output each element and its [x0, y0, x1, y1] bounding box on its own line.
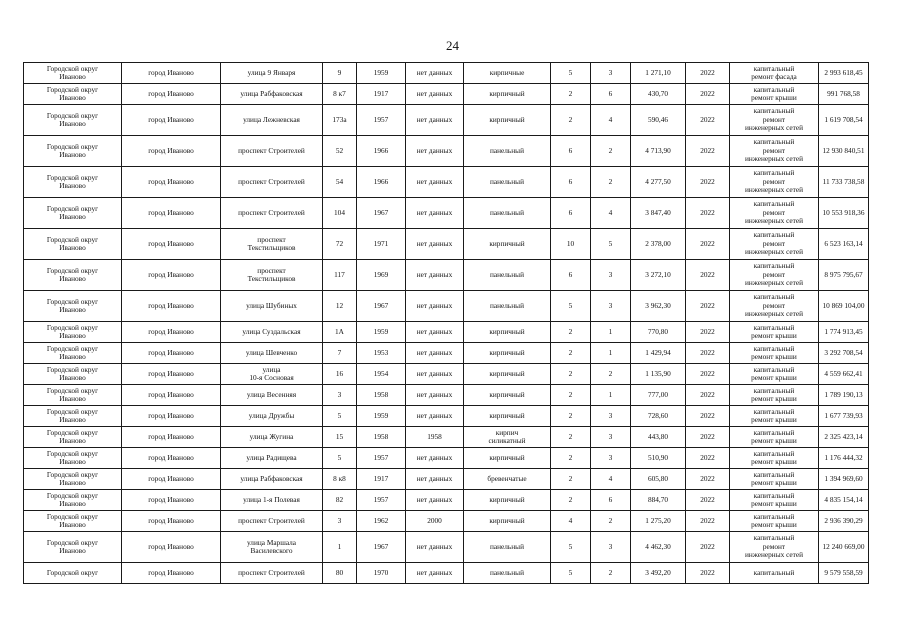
cost-cell: 11 733 738,58 [819, 167, 869, 198]
settlement-cell: город Иваново [122, 291, 221, 322]
municipality-cell: Городской округ Иваново [24, 406, 122, 427]
repair-type-cell: капитальный ремонт крыши [730, 84, 819, 105]
settlement-cell: город Иваново [122, 563, 221, 584]
repair-year-cell: 2022 [686, 84, 730, 105]
house-number-cell: 9 [323, 63, 357, 84]
floors-cell: 2 [551, 385, 591, 406]
floors-cell: 10 [551, 229, 591, 260]
year-built-cell: 1967 [357, 198, 406, 229]
area-cell: 3 847,40 [631, 198, 686, 229]
floors-cell: 4 [551, 511, 591, 532]
cost-cell: 6 523 163,14 [819, 229, 869, 260]
wall-material-cell: кирпичный [464, 385, 551, 406]
settlement-cell: город Иваново [122, 448, 221, 469]
floors-cell: 2 [551, 448, 591, 469]
settlement-cell: город Иваново [122, 84, 221, 105]
settlement-cell: город Иваново [122, 469, 221, 490]
entrances-cell: 3 [591, 427, 631, 448]
entrances-cell: 3 [591, 532, 631, 563]
house-number-cell: 7 [323, 343, 357, 364]
municipality-cell: Городской округ Иваново [24, 322, 122, 343]
repair-year-cell: 2022 [686, 198, 730, 229]
wall-material-cell: кирпичный [464, 490, 551, 511]
street-cell: улица Шубиных [221, 291, 323, 322]
municipality-cell: Городской округ Иваново [24, 448, 122, 469]
repair-year-cell: 2022 [686, 385, 730, 406]
repair-type-cell: капитальный [730, 563, 819, 584]
settlement-cell: город Иваново [122, 105, 221, 136]
floors-cell: 6 [551, 198, 591, 229]
cost-cell: 1 677 739,93 [819, 406, 869, 427]
entrances-cell: 3 [591, 63, 631, 84]
cost-cell: 2 325 423,14 [819, 427, 869, 448]
table-row [24, 105, 869, 136]
cost-cell: 9 579 558,59 [819, 563, 869, 584]
entrances-cell: 2 [591, 136, 631, 167]
area-cell: 1 271,10 [631, 63, 686, 84]
repair-type-cell: капитальный ремонт крыши [730, 469, 819, 490]
area-cell: 4 713,90 [631, 136, 686, 167]
entrances-cell: 2 [591, 167, 631, 198]
table-row [24, 469, 869, 490]
repair-type-cell: капитальный ремонт инженерных сетей [730, 167, 819, 198]
repair-year-cell: 2022 [686, 343, 730, 364]
entrances-cell: 6 [591, 84, 631, 105]
settlement-cell: город Иваново [122, 343, 221, 364]
area-cell: 4 277,50 [631, 167, 686, 198]
settlement-cell: город Иваново [122, 511, 221, 532]
cost-cell: 1 176 444,32 [819, 448, 869, 469]
floors-cell: 2 [551, 343, 591, 364]
year-built-cell: 1959 [357, 406, 406, 427]
entrances-cell: 1 [591, 385, 631, 406]
municipality-cell: Городской округ Иваново [24, 427, 122, 448]
street-cell: проспект Строителей [221, 167, 323, 198]
repair-type-cell: капитальный ремонт крыши [730, 385, 819, 406]
wall-material-cell: панельный [464, 291, 551, 322]
house-number-cell: 1 [323, 532, 357, 563]
area-cell: 1 429,94 [631, 343, 686, 364]
street-cell: проспект Строителей [221, 198, 323, 229]
cost-cell: 1 774 913,45 [819, 322, 869, 343]
area-cell: 3 272,10 [631, 260, 686, 291]
street-cell: улица 10-я Сосновая [221, 364, 323, 385]
street-cell: проспект Строителей [221, 563, 323, 584]
year-built-cell: 1966 [357, 136, 406, 167]
municipality-cell: Городской округ Иваново [24, 511, 122, 532]
year-built-cell: 1970 [357, 563, 406, 584]
area-cell: 3 962,30 [631, 291, 686, 322]
street-cell: улица Рабфаковская [221, 469, 323, 490]
year-built-cell: 1958 [357, 385, 406, 406]
street-cell: проспект Текстильщиков [221, 260, 323, 291]
year-renovated-cell: нет данных [406, 343, 464, 364]
entrances-cell: 4 [591, 105, 631, 136]
street-cell: улица 1-я Полевая [221, 490, 323, 511]
year-renovated-cell: нет данных [406, 198, 464, 229]
wall-material-cell: кирпичный [464, 448, 551, 469]
settlement-cell: город Иваново [122, 260, 221, 291]
settlement-cell: город Иваново [122, 490, 221, 511]
wall-material-cell: бревенчатые [464, 469, 551, 490]
wall-material-cell: кирпичный [464, 511, 551, 532]
house-number-cell: 82 [323, 490, 357, 511]
floors-cell: 2 [551, 406, 591, 427]
floors-cell: 2 [551, 364, 591, 385]
year-renovated-cell: нет данных [406, 406, 464, 427]
repair-type-cell: капитальный ремонт инженерных сетей [730, 532, 819, 563]
wall-material-cell: кирпичный [464, 343, 551, 364]
cost-cell: 4 559 662,41 [819, 364, 869, 385]
repair-type-cell: капитальный ремонт инженерных сетей [730, 105, 819, 136]
street-cell: проспект Строителей [221, 136, 323, 167]
year-renovated-cell: нет данных [406, 229, 464, 260]
municipality-cell: Городской округ Иваново [24, 167, 122, 198]
area-cell: 605,80 [631, 469, 686, 490]
wall-material-cell: кирпичные [464, 63, 551, 84]
year-renovated-cell: нет данных [406, 63, 464, 84]
year-renovated-cell: 1958 [406, 427, 464, 448]
year-built-cell: 1958 [357, 427, 406, 448]
municipality-cell: Городской округ Иваново [24, 136, 122, 167]
settlement-cell: город Иваново [122, 322, 221, 343]
cost-cell: 8 975 795,67 [819, 260, 869, 291]
area-cell: 430,70 [631, 84, 686, 105]
year-renovated-cell: нет данных [406, 84, 464, 105]
area-cell: 443,80 [631, 427, 686, 448]
settlement-cell: город Иваново [122, 427, 221, 448]
year-built-cell: 1966 [357, 167, 406, 198]
municipality-cell: Городской округ [24, 563, 122, 584]
floors-cell: 5 [551, 291, 591, 322]
repair-type-cell: капитальный ремонт крыши [730, 490, 819, 511]
entrances-cell: 4 [591, 198, 631, 229]
municipality-cell: Городской округ Иваново [24, 105, 122, 136]
repair-type-cell: капитальный ремонт крыши [730, 406, 819, 427]
settlement-cell: город Иваново [122, 229, 221, 260]
year-built-cell: 1959 [357, 322, 406, 343]
house-number-cell: 16 [323, 364, 357, 385]
floors-cell: 2 [551, 427, 591, 448]
year-renovated-cell: нет данных [406, 490, 464, 511]
repair-year-cell: 2022 [686, 260, 730, 291]
repair-year-cell: 2022 [686, 291, 730, 322]
area-cell: 510,90 [631, 448, 686, 469]
house-number-cell: 173а [323, 105, 357, 136]
floors-cell: 6 [551, 167, 591, 198]
settlement-cell: город Иваново [122, 532, 221, 563]
repair-type-cell: капитальный ремонт крыши [730, 427, 819, 448]
house-number-cell: 72 [323, 229, 357, 260]
cost-cell: 10 869 104,00 [819, 291, 869, 322]
street-cell: улица Маршала Василевского [221, 532, 323, 563]
floors-cell: 2 [551, 469, 591, 490]
year-renovated-cell: нет данных [406, 448, 464, 469]
year-renovated-cell: нет данных [406, 322, 464, 343]
house-number-cell: 3 [323, 385, 357, 406]
year-built-cell: 1917 [357, 469, 406, 490]
repair-type-cell: капитальный ремонт инженерных сетей [730, 136, 819, 167]
year-renovated-cell: нет данных [406, 469, 464, 490]
area-cell: 1 135,90 [631, 364, 686, 385]
cost-cell: 1 394 969,60 [819, 469, 869, 490]
cost-cell: 991 768,58 [819, 84, 869, 105]
settlement-cell: город Иваново [122, 198, 221, 229]
entrances-cell: 6 [591, 490, 631, 511]
area-cell: 4 462,30 [631, 532, 686, 563]
municipality-cell: Городской округ Иваново [24, 532, 122, 563]
table-row [24, 385, 869, 406]
registry-body [24, 63, 869, 584]
year-built-cell: 1971 [357, 229, 406, 260]
settlement-cell: город Иваново [122, 385, 221, 406]
street-cell: улица 9 Января [221, 63, 323, 84]
municipality-cell: Городской округ Иваново [24, 260, 122, 291]
area-cell: 3 492,20 [631, 563, 686, 584]
street-cell: улица Шевченко [221, 343, 323, 364]
table-row [24, 198, 869, 229]
year-built-cell: 1953 [357, 343, 406, 364]
street-cell: улица Радищева [221, 448, 323, 469]
street-cell: проспект Текстильщиков [221, 229, 323, 260]
table-row [24, 167, 869, 198]
area-cell: 884,70 [631, 490, 686, 511]
cost-cell: 2 993 618,45 [819, 63, 869, 84]
house-number-cell: 54 [323, 167, 357, 198]
house-number-cell: 8 к7 [323, 84, 357, 105]
year-built-cell: 1959 [357, 63, 406, 84]
wall-material-cell: панельный [464, 532, 551, 563]
street-cell: улица Весенняя [221, 385, 323, 406]
repair-year-cell: 2022 [686, 105, 730, 136]
entrances-cell: 1 [591, 322, 631, 343]
repair-year-cell: 2022 [686, 490, 730, 511]
municipality-cell: Городской округ Иваново [24, 291, 122, 322]
repair-year-cell: 2022 [686, 532, 730, 563]
table-row [24, 490, 869, 511]
municipality-cell: Городской округ Иваново [24, 63, 122, 84]
floors-cell: 5 [551, 563, 591, 584]
municipality-cell: Городской округ Иваново [24, 198, 122, 229]
cost-cell: 3 292 708,54 [819, 343, 869, 364]
repair-type-cell: капитальный ремонт крыши [730, 511, 819, 532]
street-cell: улица Суздальская [221, 322, 323, 343]
repair-year-cell: 2022 [686, 563, 730, 584]
entrances-cell: 3 [591, 291, 631, 322]
house-number-cell: 117 [323, 260, 357, 291]
repair-year-cell: 2022 [686, 511, 730, 532]
wall-material-cell: панельный [464, 136, 551, 167]
table-row [24, 532, 869, 563]
year-renovated-cell: нет данных [406, 563, 464, 584]
year-renovated-cell: 2000 [406, 511, 464, 532]
entrances-cell: 1 [591, 343, 631, 364]
house-number-cell: 3 [323, 511, 357, 532]
repair-type-cell: капитальный ремонт инженерных сетей [730, 260, 819, 291]
settlement-cell: город Иваново [122, 364, 221, 385]
year-built-cell: 1967 [357, 532, 406, 563]
house-number-cell: 104 [323, 198, 357, 229]
repair-type-cell: капитальный ремонт инженерных сетей [730, 291, 819, 322]
table-row [24, 563, 869, 584]
wall-material-cell: панельный [464, 198, 551, 229]
table-row [24, 291, 869, 322]
floors-cell: 6 [551, 136, 591, 167]
repair-year-cell: 2022 [686, 406, 730, 427]
year-renovated-cell: нет данных [406, 364, 464, 385]
municipality-cell: Городской округ Иваново [24, 364, 122, 385]
table-row [24, 63, 869, 84]
entrances-cell: 2 [591, 364, 631, 385]
repair-year-cell: 2022 [686, 229, 730, 260]
repair-year-cell: 2022 [686, 136, 730, 167]
year-renovated-cell: нет данных [406, 260, 464, 291]
area-cell: 2 378,00 [631, 229, 686, 260]
cost-cell: 12 930 840,51 [819, 136, 869, 167]
house-number-cell: 80 [323, 563, 357, 584]
table-row [24, 427, 869, 448]
floors-cell: 2 [551, 490, 591, 511]
house-number-cell: 5 [323, 406, 357, 427]
cost-cell: 4 835 154,14 [819, 490, 869, 511]
floors-cell: 5 [551, 532, 591, 563]
area-cell: 1 275,20 [631, 511, 686, 532]
municipality-cell: Городской округ Иваново [24, 343, 122, 364]
page-number: 24 [446, 38, 459, 53]
wall-material-cell: кирпичный [464, 105, 551, 136]
repair-type-cell: капитальный ремонт фасада [730, 63, 819, 84]
repair-year-cell: 2022 [686, 364, 730, 385]
floors-cell: 6 [551, 260, 591, 291]
repair-type-cell: капитальный ремонт крыши [730, 343, 819, 364]
year-renovated-cell: нет данных [406, 291, 464, 322]
cost-cell: 12 240 669,00 [819, 532, 869, 563]
year-built-cell: 1969 [357, 260, 406, 291]
area-cell: 728,60 [631, 406, 686, 427]
house-number-cell: 52 [323, 136, 357, 167]
wall-material-cell: кирпичный [464, 229, 551, 260]
repair-year-cell: 2022 [686, 322, 730, 343]
year-renovated-cell: нет данных [406, 136, 464, 167]
year-built-cell: 1967 [357, 291, 406, 322]
table-row [24, 260, 869, 291]
area-cell: 770,80 [631, 322, 686, 343]
municipality-cell: Городской округ Иваново [24, 84, 122, 105]
cost-cell: 10 553 918,36 [819, 198, 869, 229]
year-built-cell: 1957 [357, 490, 406, 511]
table-row [24, 448, 869, 469]
settlement-cell: город Иваново [122, 167, 221, 198]
street-cell: проспект Строителей [221, 511, 323, 532]
table-row [24, 229, 869, 260]
floors-cell: 2 [551, 84, 591, 105]
wall-material-cell: панельный [464, 167, 551, 198]
house-number-cell: 12 [323, 291, 357, 322]
table-row [24, 136, 869, 167]
year-built-cell: 1917 [357, 84, 406, 105]
street-cell: улица Рабфаковская [221, 84, 323, 105]
table-row [24, 364, 869, 385]
table-row [24, 511, 869, 532]
year-built-cell: 1957 [357, 105, 406, 136]
repair-type-cell: капитальный ремонт крыши [730, 322, 819, 343]
repair-registry-table [23, 62, 869, 584]
floors-cell: 2 [551, 105, 591, 136]
street-cell: улица Жугина [221, 427, 323, 448]
table-row [24, 343, 869, 364]
entrances-cell: 5 [591, 229, 631, 260]
municipality-cell: Городской округ Иваново [24, 469, 122, 490]
table-row [24, 406, 869, 427]
year-renovated-cell: нет данных [406, 167, 464, 198]
entrances-cell: 3 [591, 406, 631, 427]
area-cell: 777,00 [631, 385, 686, 406]
repair-year-cell: 2022 [686, 448, 730, 469]
repair-year-cell: 2022 [686, 427, 730, 448]
year-built-cell: 1954 [357, 364, 406, 385]
table-row [24, 84, 869, 105]
wall-material-cell: кирпичный [464, 364, 551, 385]
wall-material-cell: панельный [464, 563, 551, 584]
wall-material-cell: панельный [464, 260, 551, 291]
entrances-cell: 2 [591, 511, 631, 532]
cost-cell: 1 619 708,54 [819, 105, 869, 136]
repair-type-cell: капитальный ремонт инженерных сетей [730, 229, 819, 260]
repair-type-cell: капитальный ремонт инженерных сетей [730, 198, 819, 229]
wall-material-cell: кирпичный [464, 322, 551, 343]
municipality-cell: Городской округ Иваново [24, 490, 122, 511]
wall-material-cell: кирпич силикатный [464, 427, 551, 448]
settlement-cell: город Иваново [122, 136, 221, 167]
area-cell: 590,46 [631, 105, 686, 136]
wall-material-cell: кирпичный [464, 406, 551, 427]
municipality-cell: Городской округ Иваново [24, 385, 122, 406]
repair-type-cell: капитальный ремонт крыши [730, 448, 819, 469]
year-renovated-cell: нет данных [406, 105, 464, 136]
street-cell: улица Лежневская [221, 105, 323, 136]
house-number-cell: 1А [323, 322, 357, 343]
floors-cell: 2 [551, 322, 591, 343]
settlement-cell: город Иваново [122, 406, 221, 427]
entrances-cell: 2 [591, 563, 631, 584]
settlement-cell: город Иваново [122, 63, 221, 84]
year-built-cell: 1957 [357, 448, 406, 469]
floors-cell: 5 [551, 63, 591, 84]
house-number-cell: 8 к8 [323, 469, 357, 490]
year-built-cell: 1962 [357, 511, 406, 532]
year-renovated-cell: нет данных [406, 532, 464, 563]
repair-year-cell: 2022 [686, 63, 730, 84]
municipality-cell: Городской округ Иваново [24, 229, 122, 260]
house-number-cell: 5 [323, 448, 357, 469]
repair-type-cell: капитальный ремонт крыши [730, 364, 819, 385]
table-row [24, 322, 869, 343]
repair-year-cell: 2022 [686, 469, 730, 490]
entrances-cell: 3 [591, 260, 631, 291]
cost-cell: 1 789 190,13 [819, 385, 869, 406]
repair-year-cell: 2022 [686, 167, 730, 198]
cost-cell: 2 936 390,29 [819, 511, 869, 532]
entrances-cell: 4 [591, 469, 631, 490]
house-number-cell: 15 [323, 427, 357, 448]
street-cell: улица Дружбы [221, 406, 323, 427]
wall-material-cell: кирпичный [464, 84, 551, 105]
year-renovated-cell: нет данных [406, 385, 464, 406]
entrances-cell: 3 [591, 448, 631, 469]
